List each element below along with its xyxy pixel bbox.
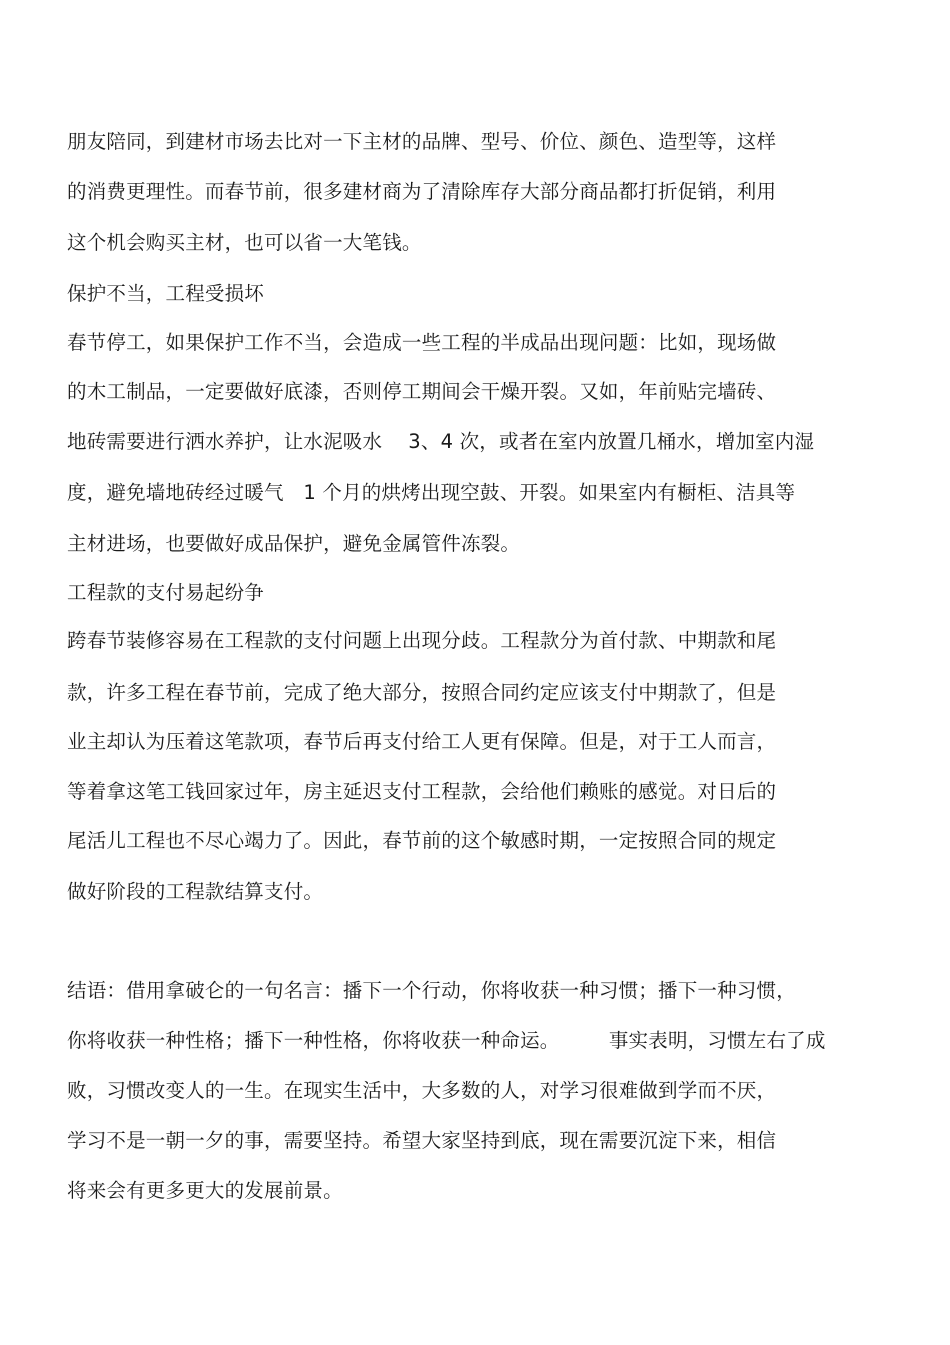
paragraph-line: 的消费更理性。而春节前，很多建材商为了清除库存大部分商品都打折促销，利用 xyxy=(67,180,777,203)
paragraph-line: 春节停工，如果保护工作不当，会造成一些工程的半成品出现问题：比如，现场做 xyxy=(67,331,777,354)
conclusion-line: 败，习惯改变人的一生。在现实生活中，大多数的人，对学习很难做到学而不厌， xyxy=(67,1079,777,1102)
conclusion-line: 结语：借用拿破仑的一句名言：播下一个行动，你将收获一种习惯；播下一种习惯， xyxy=(67,979,796,1002)
paragraph-line: 度，避免墙地砖经过暖气 1 个月的烘烤出现空鼓、开裂。如果室内有橱柜、洁具等 xyxy=(67,481,796,504)
conclusion-line: 你将收获一种性格；播下一种性格，你将收获一种命运。 事实表明，习惯左右了成 xyxy=(67,1029,826,1052)
paragraph-line: 等着拿这笔工钱回家过年，房主延迟支付工程款，会给他们赖账的感觉。对日后的 xyxy=(67,780,777,803)
paragraph-line: 跨春节装修容易在工程款的支付问题上出现分歧。工程款分为首付款、中期款和尾 xyxy=(67,629,777,652)
paragraph-line: 这个机会购买主材，也可以省一大笔钱。 xyxy=(67,231,422,254)
conclusion-line: 学习不是一朝一夕的事，需要坚持。希望大家坚持到底，现在需要沉淀下来，相信 xyxy=(67,1129,777,1152)
paragraph-line: 做好阶段的工程款结算支付。 xyxy=(67,880,324,903)
paragraph-line: 尾活儿工程也不尽心竭力了。因此，春节前的这个敏感时期，一定按照合同的规定 xyxy=(67,829,777,852)
section-heading: 工程款的支付易起纷争 xyxy=(67,581,265,604)
paragraph-line: 业主却认为压着这笔款项，春节后再支付给工人更有保障。但是，对于工人而言， xyxy=(67,730,777,753)
paragraph-line: 主材进场，也要做好成品保护，避免金属管件冻裂。 xyxy=(67,532,521,555)
paragraph-line: 款，许多工程在春节前，完成了绝大部分，按照合同约定应该支付中期款了，但是 xyxy=(67,681,777,704)
paragraph-line: 朋友陪同，到建材市场去比对一下主材的品牌、型号、价位、颜色、造型等，这样 xyxy=(67,130,777,153)
conclusion-line: 将来会有更多更大的发展前景。 xyxy=(67,1179,343,1202)
paragraph-line: 地砖需要进行洒水养护，让水泥吸水 3、4 次，或者在室内放置几桶水，增加室内湿 xyxy=(67,430,815,453)
section-heading: 保护不当，工程受损坏 xyxy=(67,282,265,305)
paragraph-line: 的木工制品，一定要做好底漆，否则停工期间会干燥开裂。又如，年前贴完墙砖、 xyxy=(67,380,777,403)
